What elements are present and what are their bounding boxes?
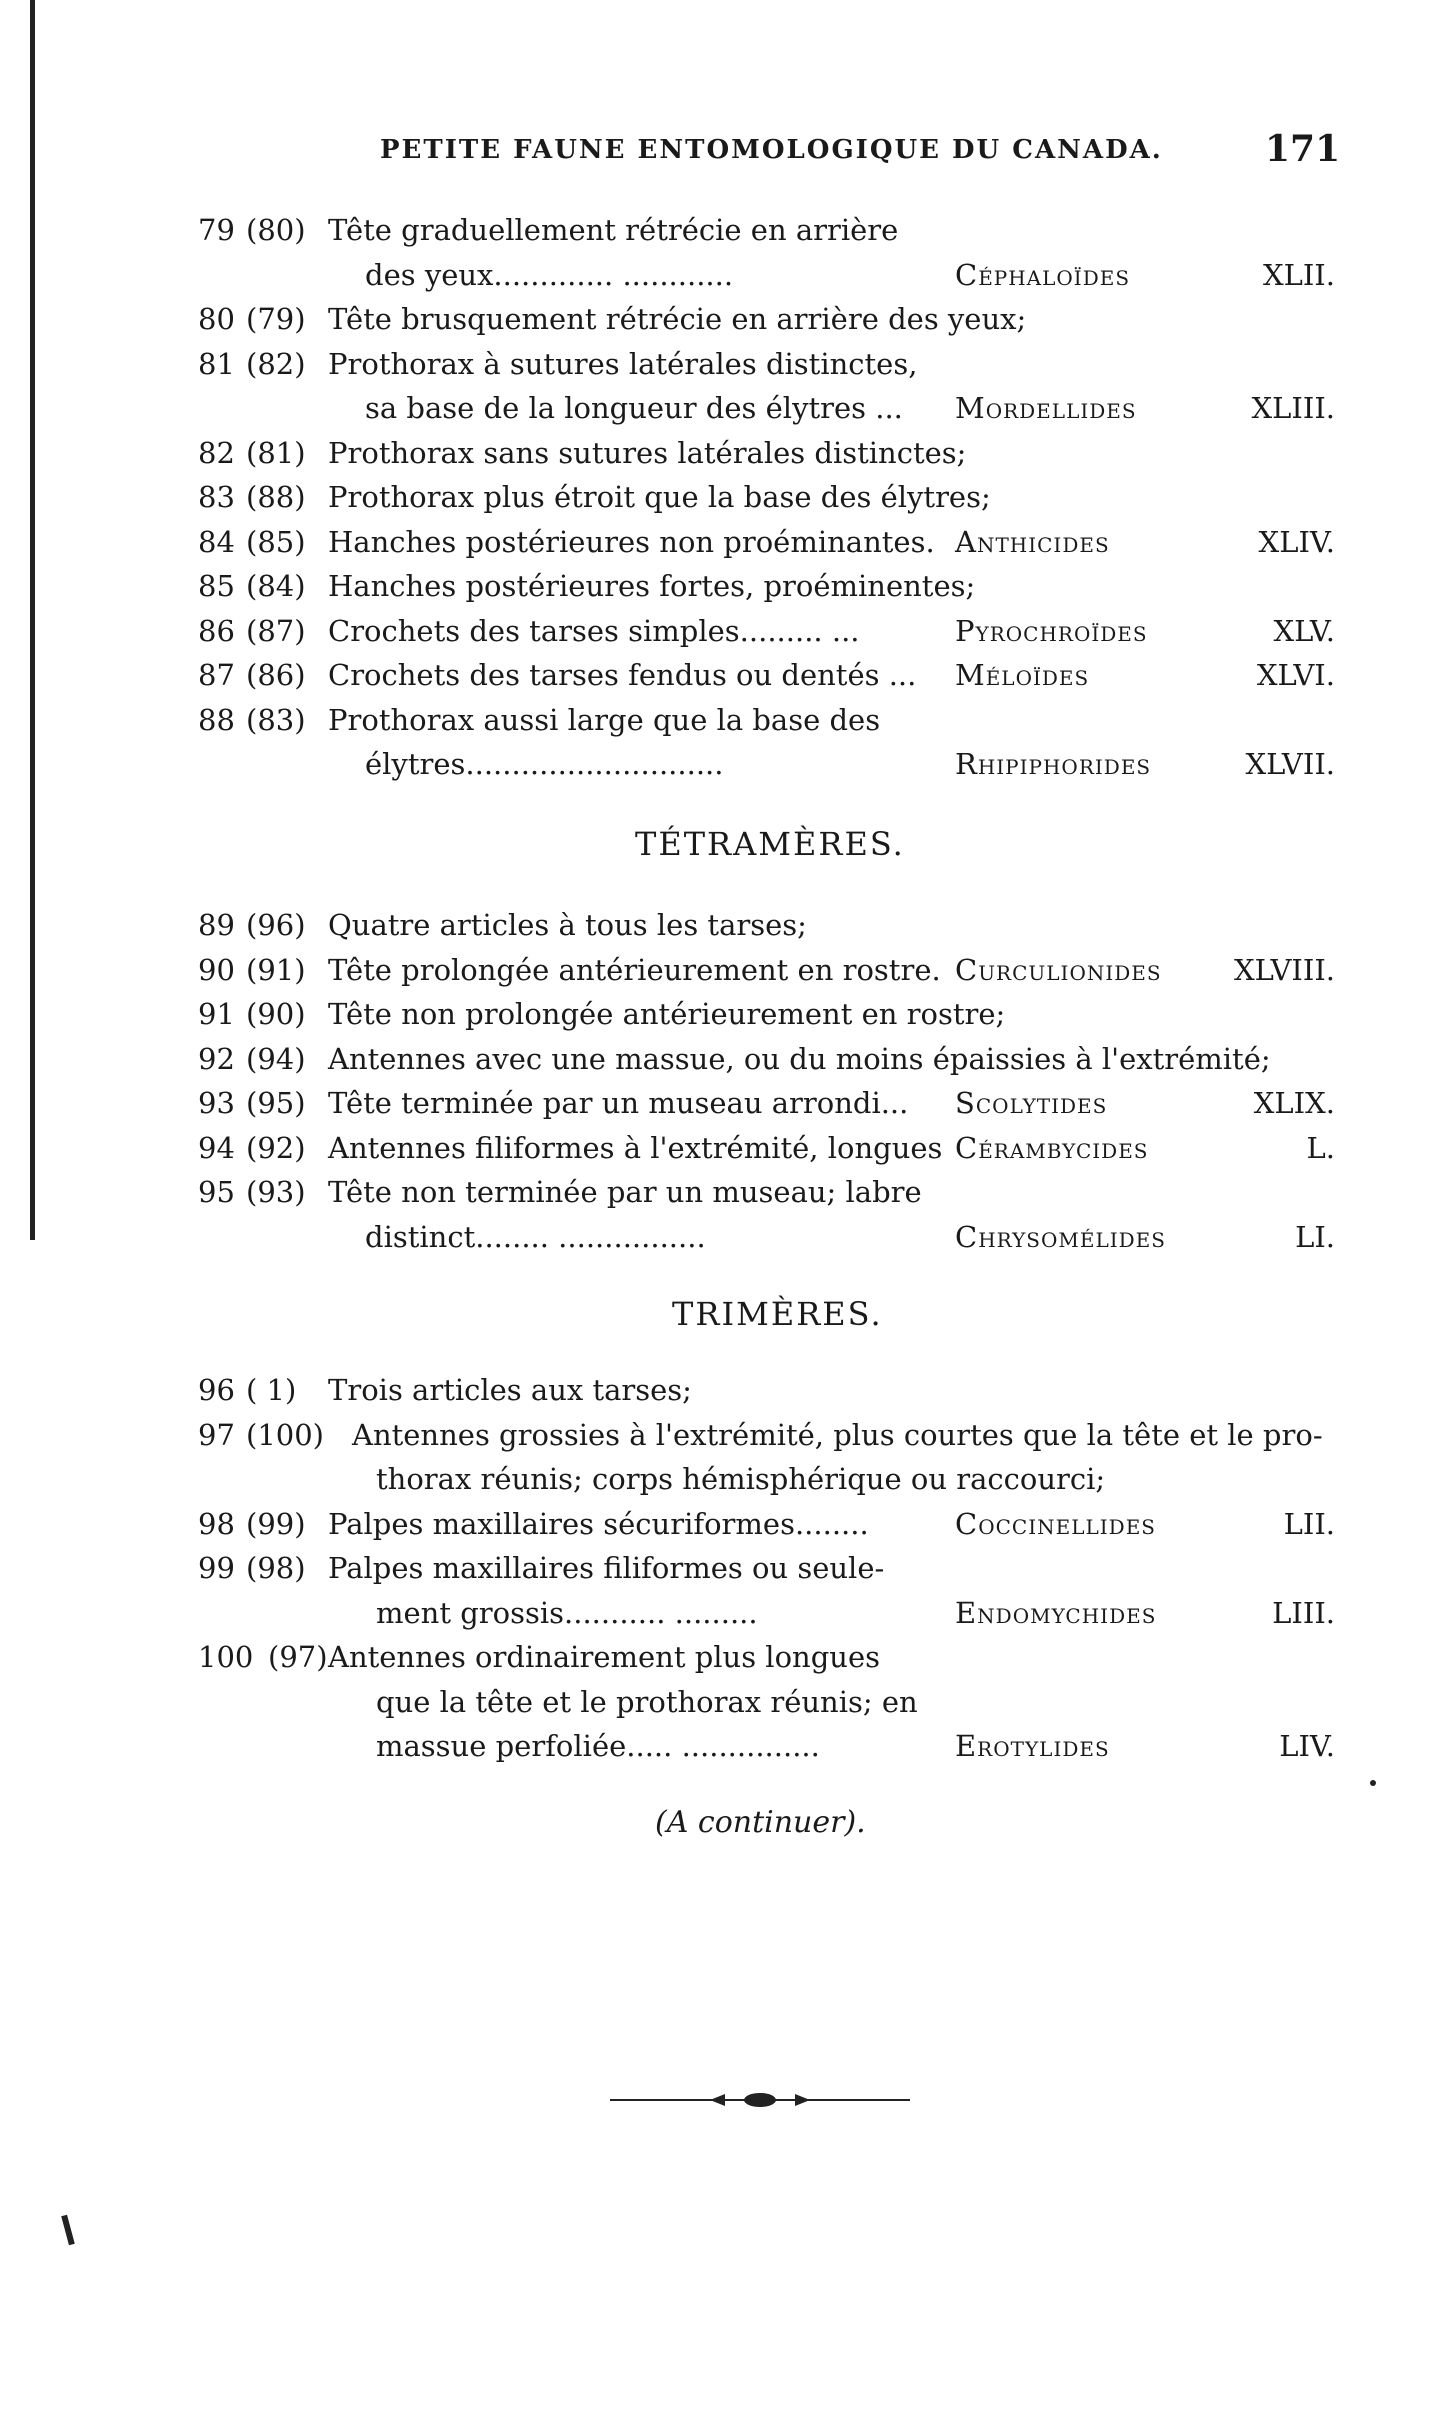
- entry-text-line: Tête graduellement rétrécie en arrière: [328, 213, 899, 247]
- entry-text-line: Tête non prolongée antérieurement en rostre;: [328, 997, 1006, 1031]
- family-name: Céphaloïdes: [955, 257, 1131, 292]
- entry-reference: (93): [246, 1175, 306, 1209]
- entry-number: 88: [198, 702, 235, 737]
- family-name: Anthicides: [955, 524, 1110, 559]
- page-edge-scan-mark: [30, 0, 35, 1240]
- roman-numeral: XLII.: [1262, 257, 1335, 292]
- entry-number: 96: [198, 1373, 235, 1407]
- entry-text-line: élytres............................: [365, 747, 724, 781]
- roman-numeral: XLIII.: [1251, 391, 1335, 425]
- entry-text-line: Trois articles aux tarses;: [328, 1373, 692, 1407]
- entry-number: 94: [198, 1130, 235, 1165]
- continuation-note: (A continuer).: [655, 1805, 866, 1840]
- family-name: Mordellides: [955, 391, 1137, 425]
- entry-reference: (95): [246, 1086, 306, 1120]
- family-name: Cérambycides: [955, 1130, 1149, 1165]
- entry-number: 98: [198, 1506, 235, 1541]
- entry-text-line: Hanches postérieures fortes, proéminentes;: [328, 569, 976, 603]
- roman-numeral: XLVIII.: [1234, 952, 1335, 987]
- entry-reference: ( 1): [246, 1373, 297, 1407]
- entry-text-line: Tête brusquement rétrécie en arrière des yeux;: [328, 302, 1027, 336]
- roman-numeral: XLVI.: [1256, 658, 1335, 692]
- entry-number: 79: [198, 213, 235, 247]
- entry-reference: (88): [246, 480, 306, 514]
- roman-numeral: XLV.: [1273, 613, 1335, 648]
- entry-reference: (79): [246, 302, 306, 336]
- entry-text-line: Prothorax plus étroit que la base des élytres;: [328, 480, 991, 514]
- entry-text-line: des yeux............. ............: [365, 257, 734, 292]
- entry-reference: (98): [246, 1551, 306, 1585]
- entry-number: 97: [198, 1417, 235, 1452]
- entry-text-line: Tête non terminée par un museau; labre: [328, 1175, 922, 1209]
- entry-reference: (81): [246, 435, 306, 470]
- entry-text-line: Hanches postérieures non proéminantes.: [328, 524, 935, 559]
- family-name: Chrysomélides: [955, 1219, 1166, 1254]
- entry-text-line: Tête prolongée antérieurement en rostre.: [328, 952, 941, 987]
- roman-numeral: LIV.: [1279, 1729, 1335, 1763]
- family-name: Coccinellides: [955, 1506, 1156, 1541]
- roman-numeral: LI.: [1295, 1219, 1335, 1254]
- entry-text-line: Crochets des tarses fendus ou dentés ...: [328, 658, 917, 692]
- entry-text-line: Crochets des tarses simples......... ...: [328, 613, 860, 648]
- family-name: Rhipiphorides: [955, 747, 1152, 781]
- stray-dot-mark: [1370, 1780, 1376, 1786]
- roman-numeral: XLVII.: [1245, 747, 1335, 781]
- entry-reference: (87): [246, 613, 306, 648]
- entry-text-line: Quatre articles à tous les tarses;: [328, 908, 807, 942]
- entry-reference: (85): [246, 524, 306, 559]
- entry-number: 81: [198, 346, 235, 381]
- roman-numeral: LIII.: [1272, 1595, 1335, 1630]
- entry-number: 93: [198, 1086, 235, 1120]
- entry-number: 82: [198, 435, 235, 470]
- entry-text-line: Prothorax sans sutures latérales distinctes;: [328, 435, 967, 470]
- entry-number: 92: [198, 1041, 235, 1076]
- entry-reference: (92): [246, 1130, 306, 1165]
- entry-text-line: Prothorax à sutures latérales distinctes,: [328, 346, 918, 381]
- family-name: Erotylides: [955, 1729, 1110, 1763]
- entry-text-line: ment grossis........... .........: [376, 1595, 758, 1630]
- entry-reference: (80): [246, 213, 306, 247]
- entry-number: 80: [198, 302, 235, 336]
- entry-text-line: Antennes grossies à l'extrémité, plus courtes que la tête et le pro-: [352, 1417, 1323, 1452]
- roman-numeral: L.: [1306, 1130, 1335, 1165]
- entry-reference: (99): [246, 1506, 306, 1541]
- entry-reference: (86): [246, 658, 306, 692]
- section-title-tetrameres: TÉTRAMÈRES.: [635, 825, 905, 863]
- entry-reference: (100): [246, 1417, 324, 1452]
- entry-number: 85: [198, 569, 235, 603]
- entry-number: 91: [198, 997, 235, 1031]
- stray-ink-mark: [61, 2215, 75, 2246]
- entry-reference: (96): [246, 908, 306, 942]
- family-name: Méloïdes: [955, 658, 1090, 692]
- roman-numeral: XLIX.: [1253, 1086, 1335, 1120]
- family-name: Endomychides: [955, 1595, 1157, 1630]
- entry-text-line: Palpes maxillaires filiformes ou seule-: [328, 1551, 885, 1585]
- roman-numeral: XLIV.: [1258, 524, 1335, 559]
- entry-text-line: Tête terminée par un museau arrondi...: [328, 1086, 909, 1120]
- entry-text-line: thorax réunis; corps hémisphérique ou raccourci;: [376, 1462, 1106, 1496]
- entry-text-line: distinct........ ................: [365, 1219, 706, 1254]
- end-ornament: [610, 2090, 910, 2110]
- entry-reference: (84): [246, 569, 306, 603]
- entry-text-line: Antennes filiformes à l'extrémité, longues: [328, 1130, 943, 1165]
- roman-numeral: LII.: [1283, 1506, 1335, 1541]
- entry-text-line: Antennes ordinairement plus longues: [328, 1640, 881, 1674]
- entry-number: 83: [198, 480, 235, 514]
- entry-reference: (90): [246, 997, 306, 1031]
- family-name: Scolytides: [955, 1086, 1108, 1120]
- entry-number: 95: [198, 1175, 235, 1209]
- entry-number: 99: [198, 1551, 235, 1585]
- entry-text-line: Antennes avec une massue, ou du moins épaissies à l'extrémité;: [328, 1041, 1271, 1076]
- entry-text-line: Prothorax aussi large que la base des: [328, 702, 881, 737]
- family-name: Pyrochroïdes: [955, 613, 1148, 648]
- section-title-trimeres: TRIMÈRES.: [672, 1295, 883, 1333]
- entry-reference: (83): [246, 702, 306, 737]
- entry-number: 86: [198, 613, 235, 648]
- family-name: Curculionides: [955, 952, 1162, 987]
- entry-number: 100: [198, 1640, 254, 1674]
- entry-number: 87: [198, 658, 235, 692]
- entry-text-line: sa base de la longueur des élytres ...: [365, 391, 903, 425]
- entry-number: 84: [198, 524, 235, 559]
- entry-reference: (82): [246, 346, 306, 381]
- entry-number: 89: [198, 908, 235, 942]
- entry-text-line: que la tête et le prothorax réunis; en: [376, 1684, 918, 1719]
- entry-reference: (91): [246, 952, 306, 987]
- entry-number: 90: [198, 952, 235, 987]
- entry-text-line: Palpes maxillaires sécuriformes........: [328, 1506, 869, 1541]
- entry-text-line: massue perfoliée..... ...............: [376, 1729, 820, 1763]
- page-number: 171: [1265, 128, 1341, 170]
- entry-reference: (94): [246, 1041, 306, 1076]
- running-header: PETITE FAUNE ENTOMOLOGIQUE DU CANADA.: [380, 135, 1163, 165]
- entry-reference: (97): [268, 1640, 328, 1674]
